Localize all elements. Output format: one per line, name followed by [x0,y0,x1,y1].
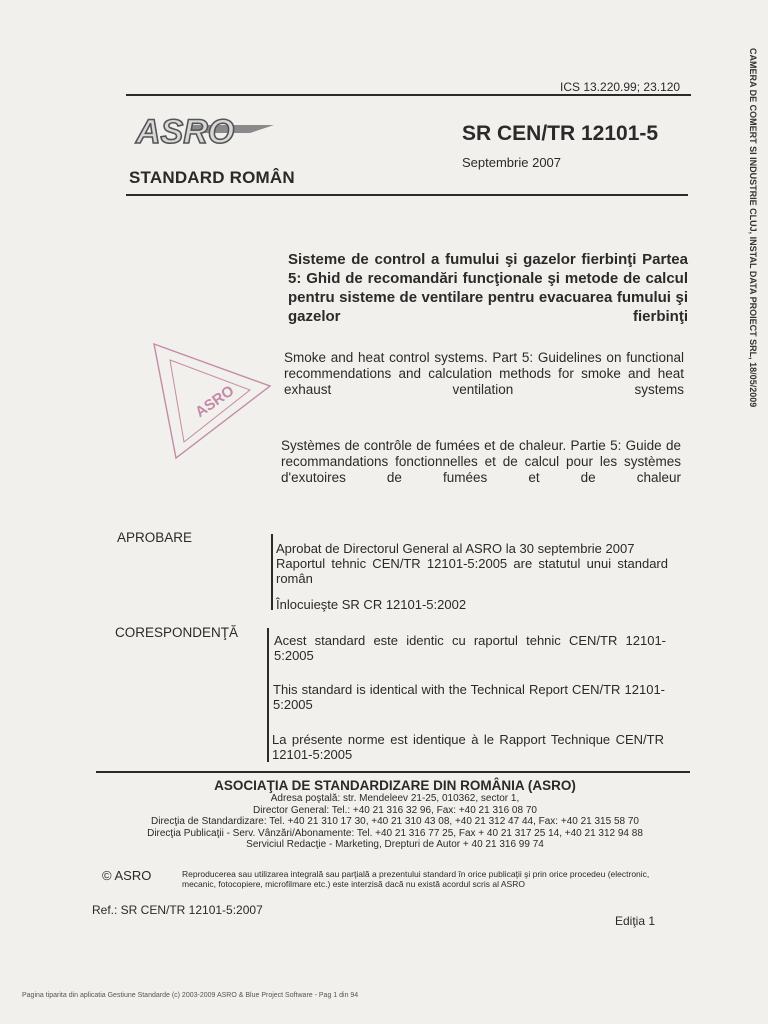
aprobare-line-2: Raportul tehnic CEN/TR 12101-5:2005 are statutul unui standard român [276,556,668,586]
aprobare-label: APROBARE [117,530,193,545]
header-top-rule [126,94,691,96]
aprobare-line-1: Aprobat de Directorul General al ASRO la 30 septembrie 2007 [276,541,635,556]
corespondenta-bar [267,628,269,762]
organization-standardization: Direcţia de Standardizare: Tel. +40 21 310 17 30, +40 21 310 43 08, +40 21 312 47 44, Fax: +40 21 315 58 70 [151,816,639,827]
ics-code: ICS 13.220.99; 23.120 [560,80,681,94]
logo-text: ASRO [136,113,235,151]
correspondence-english: This standard is identical with the Technical Report CEN/TR 12101-5:2005 [273,682,665,712]
aprobare-bar [271,534,273,610]
organization-publications: Direcţia Publicaţii - Serv. Vânzări/Abonamente: Tel. +40 21 316 77 25, Fax + 40 21 317 25 14, +40 21 312 94 88 [147,827,643,839]
side-registration-stamp: CAMERA DE COMERT SI INDUSTRIE CLUJ, INSTAL DATA PROIECT SRL, 18/05/2009 [748,48,758,408]
organization-block [100,778,690,851]
publication-date: Septembrie 2007 [462,155,562,170]
organization-name: ASOCIAŢIA DE STANDARDIZARE DIN ROMÂNIA (ASRO) [214,778,576,793]
corespondenta-label: CORESPONDENŢĂ [115,625,239,640]
aprobare-line-3: Înlocuieşte SR CR 12101-5:2002 [276,597,467,612]
organization-editorial: Serviciul Redacţie - Marketing, Drepturi de Autor + 40 21 316 99 74 [246,839,544,850]
copyright-note: Reproducerea sau utilizarea integrală sau parţială a prezentului standard în orice publicaţii şi prin orice procedeu (electronic, mecanic, fotocopiere, microfilmare etc.) este interzisă dacă nu există acordul scris al ASRO [182,869,650,889]
organization-director: Director General: Tel.: +40 21 316 32 96, Fax: +40 21 316 08 70 [253,804,537,816]
asro-triangle-stamp [150,338,274,462]
correspondence-romanian: Acest standard este identic cu raportul tehnic CEN/TR 12101-5:2005 [274,633,666,663]
title-english: Smoke and heat control systems. Part 5: Guidelines on functional recommendations and calculation methods for smoke and heat exhaust ventilation systems [284,350,684,397]
organization-address: Adresa poştală: str. Mendeleev 21-25, 010362, sector 1, [270,793,520,804]
asro-logo [132,105,274,153]
print-footer: Pagina tiparita din aplicatia Gestiune Standarde (c) 2003-2009 ASRO & Blue Project Software - Pag 1 din 94 [22,992,359,999]
header-bottom-rule [126,194,688,196]
stamp-center-text: ASRO [192,382,238,422]
correspondence-french: La présente norme est identique à le Rapport Technique CEN/TR 12101-5:2005 [272,732,664,762]
reference-code: Ref.: SR CEN/TR 12101-5:2007 [92,903,263,917]
organization-rule [96,771,690,773]
title-romanian: Sisteme de control a fumului şi gazelor fierbinţi Partea 5: Ghid de recomandări funcţionale şi metode de calcul pentru sisteme de ventilare pentru evacuarea fumului şi gazelor fierbinţi [288,251,688,325]
edition-label: Ediţia 1 [615,914,656,928]
standard-label: STANDARD ROMÂN [129,168,295,187]
title-french: Systèmes de contrôle de fumées et de chaleur. Partie 5: Guide de recommandations fonctionnelles et de calcul pour les systèmes d'exutoires de fumées et de chaleur [281,438,681,485]
standard-code: SR CEN/TR 12101-5 [462,122,659,145]
copyright-symbol: © ASRO [102,868,152,883]
